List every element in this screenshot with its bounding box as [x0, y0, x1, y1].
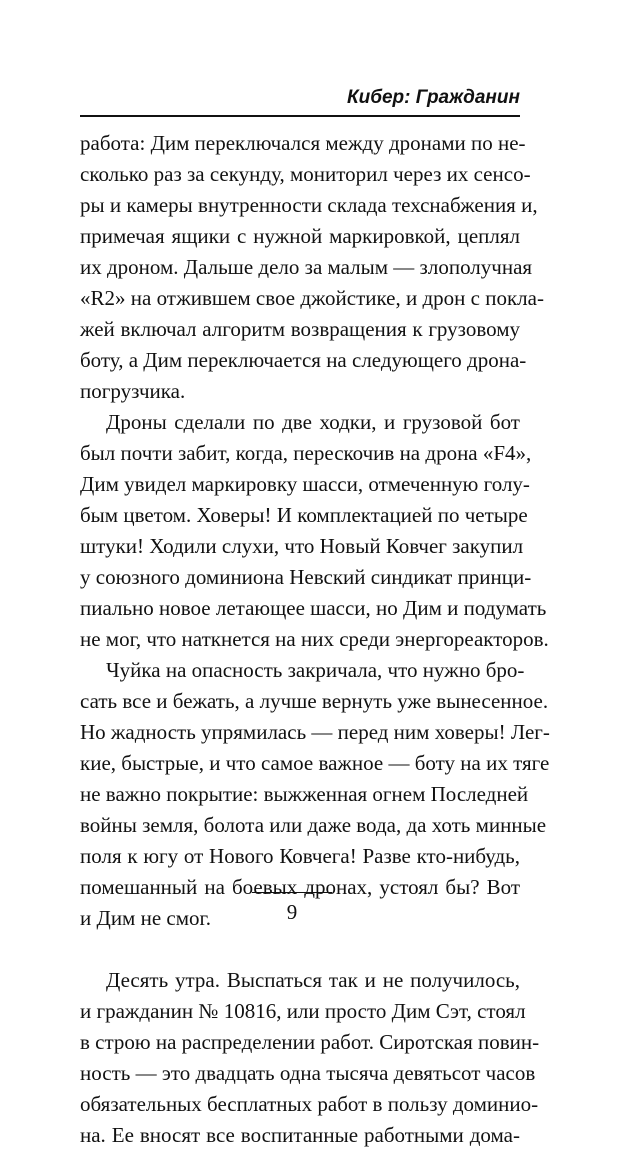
text-line: на. Ее вносят все воспитанные работными дома-: [80, 1123, 520, 1147]
text-line: Дроны сделали по две ходки, и грузовой бот: [106, 410, 520, 434]
text-line: помешанный на боевых дронах, устоял бы? Вот: [80, 875, 520, 899]
text-line: штуки! Ходили слухи, что Новый Ковчег закупил: [80, 534, 524, 558]
text-line: ры и камеры внутренности склада техснабжения и,: [80, 193, 538, 217]
text-line: «R2» на отжившем свое джойстике, и дрон с покла-: [80, 286, 544, 310]
text-line: Десять утра. Выспаться так и не получилось,: [106, 968, 520, 992]
text-line: пиально новое летающее шасси, но Дим и подумать: [80, 596, 547, 620]
text-line: жей включал алгоритм возвращения к грузовому: [80, 317, 520, 341]
text-line: сколько раз за секунду, мониторил через их сенсо-: [80, 162, 531, 186]
text-line: бым цветом. Ховеры! И комплектацией по четыре: [80, 503, 528, 527]
text-line: ность — это двадцать одна тысяча девятьсот часов: [80, 1061, 536, 1085]
text-line: Но жадность упрямилась — перед ним ховеры! Лег-: [80, 720, 550, 744]
text-line: боту, а Дим переключается на следующего дрона-: [80, 348, 527, 372]
paragraph: [80, 965, 540, 1151]
text-line: примечая ящики с нужной маркировкой, цеплял: [80, 224, 520, 248]
text-line: погрузчика.: [80, 379, 186, 403]
text-line: был почти забит, когда, перескочив на дрона «F4»,: [80, 441, 532, 465]
text-line: не важно покрытие: выжженная огнем Последней: [80, 782, 529, 806]
text-line: Чуйка на опасность закричала, что нужно бро-: [106, 658, 525, 682]
text-line: у союзного доминиона Невский синдикат принци-: [80, 565, 532, 589]
text-line: работа: Дим переключался между дронами по не-: [80, 131, 526, 155]
text-line: сать все и бежать, а лучше вернуть уже вынесенное.: [80, 689, 549, 713]
body-text: [80, 128, 550, 1151]
text-line: в строю на распределении работ. Сиротская повин-: [80, 1030, 540, 1054]
text-line: Дим увидел маркировку шасси, отмеченную голу-: [80, 472, 530, 496]
text-line: кие, быстрые, и что самое важное — боту на их тяге: [80, 751, 550, 775]
text-line: войны земля, болота или даже вода, да хоть минные: [80, 813, 547, 837]
text-line: их дроном. Дальше дело за малым — злополучная: [80, 255, 533, 279]
paragraph: [80, 128, 544, 407]
footer-divider: [252, 892, 332, 893]
paragraph: [80, 407, 549, 655]
section-break: [80, 934, 520, 965]
text-line: не мог, что наткнется на них среди энергореакторов.: [80, 627, 549, 651]
text-line: и гражданин № 10816, или просто Дим Сэт, стоял: [80, 999, 526, 1023]
running-header: Кибер: Гражданин: [346, 87, 520, 108]
text-line: поля к югу от Нового Ковчега! Разве кто-нибудь,: [80, 844, 520, 868]
text-line: обязательных бесплатных работ в пользу доминио-: [80, 1092, 539, 1116]
page-number: 9: [286, 900, 298, 924]
header-divider: [80, 115, 520, 117]
text-line: и Дим не смог.: [80, 906, 212, 930]
